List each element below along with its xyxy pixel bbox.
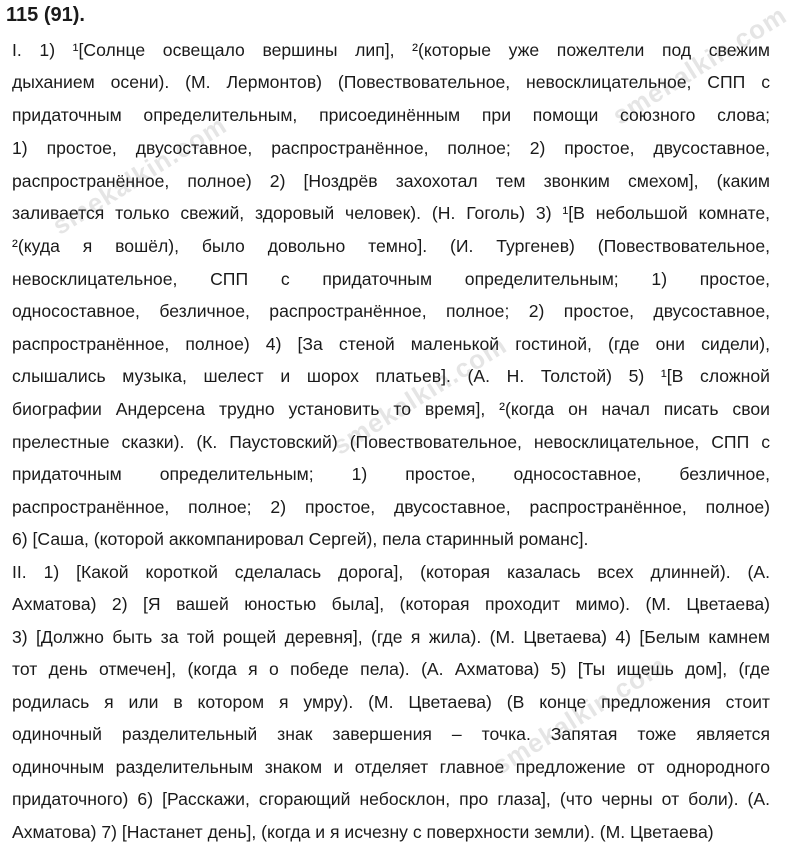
text-line: придаточным определительным, присоединённым при помощи союзного слова; (12, 105, 770, 125)
text-line: придаточным определительным; 1) простое, односоставное, безличное, (12, 464, 770, 484)
text-line: слышались музыка, шелест и шорох платьев]. (А. Н. Толстой) 5) ¹[В сложной (12, 366, 770, 386)
text-line: распространённое, полное) 4) [За стеной маленькой гостиной, (где они сидели), (12, 334, 770, 354)
text-line: II. 1) [Какой короткой сделалась дорога], (которая казалась всех длинней). (А. (12, 562, 770, 582)
text-line: биографии Андерсена трудно установить то время], ²(когда он начал писать свои (12, 399, 770, 419)
text-line: 3) [Должно быть за той рощей деревня], (где я жила). (М. Цветаева) 4) [Белым камнем (12, 627, 770, 647)
text-line: тот день отмечен], (когда я о победе пела). (А. Ахматова) 5) [Ты ищешь дом], (где (12, 659, 770, 679)
watermark: smekalkin.com (326, 329, 512, 461)
text-line: одиночный разделительный знак завершения – точка. Запятая тоже является (12, 724, 770, 744)
text-line: родилась я или в котором я умру). (М. Цветаева) (В конце предложения стоит (12, 692, 770, 712)
text-line: Ахматова) 7) [Настанет день], (когда и я исчезну с поверхности земли). (М. Цветаева) (12, 822, 714, 842)
watermark: smekalkin.com (606, 0, 792, 131)
text-line: распространённое, полное) 2) [Ноздрёв захохотал тем звонким смехом], (каким (12, 171, 770, 191)
text-line: одиночным разделительным знаком и отделяет главное предложение от однородного (12, 757, 770, 777)
text-line: заливается только свежий, здоровый человек). (Н. Гоголь) 3) ¹[В небольшой комнате, (12, 203, 770, 223)
text-line: Ахматова) 2) [Я вашей юностью была], (которая проходит мимо). (М. Цветаева) (12, 594, 770, 614)
text-line: распространённое, полное; 2) простое, двусоставное, распространённое, полное) (12, 497, 770, 517)
exercise-number: 115 (91). (6, 4, 85, 26)
text-line: 1) простое, двусоставное, распространённое, полное; 2) простое, двусоставное, (12, 138, 770, 158)
text-line: односоставное, безличное, распространённое, полное; 2) простое, двусоставное, (12, 301, 770, 321)
text-line: ²(куда я вошёл), было довольно темно]. (И. Тургенев) (Повествовательное, (12, 236, 770, 256)
watermark: smekalkin.com (486, 649, 672, 781)
text-line: I. 1) ¹[Солнце освещало вершины лип], ²(которые уже пожелтели под свежим (12, 40, 770, 60)
text-line: невосклицательное, СПП с придаточным определительным; 1) простое, (12, 269, 770, 289)
text-line: прелестные сказки). (К. Паустовский) (Повествовательное, невосклицательное, СПП с (12, 432, 770, 452)
text-line: дыханием осени). (М. Лермонтов) (Повествовательное, невосклицательное, СПП с (12, 72, 770, 92)
text-line: 6) [Саша, (которой аккомпанировал Сергей), пела старинный романс]. (12, 529, 589, 549)
text-line: придаточного) 6) [Расскажи, сгорающий небосклон, про глаза], (что черны от боли). (А. (12, 789, 770, 809)
watermark: smekalkin.com (46, 109, 232, 241)
